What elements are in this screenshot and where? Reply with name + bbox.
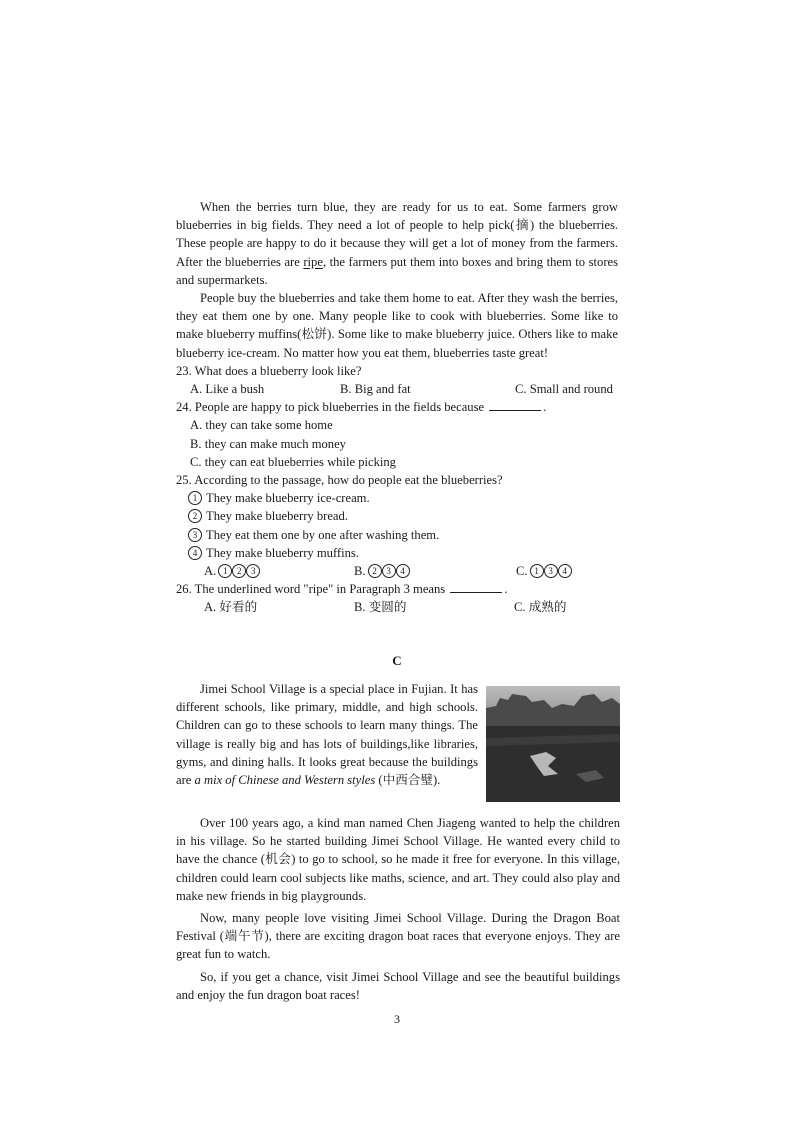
passage-b-paragraph-1 — [176, 198, 618, 289]
option-c[interactable]: C. they can eat blueberries while picking — [190, 454, 396, 469]
option-a[interactable]: A. 好看的 — [204, 600, 258, 615]
para1-text-b: , the farmers put them into boxes and bring them to stores and supermarkets. — [176, 254, 619, 287]
para1-text-b: (中西合璧). — [375, 773, 441, 788]
passage-c-paragraph-2: Over 100 years ago, a kind man named Chen Jiageng wanted to help the children in his village. So he started building Jimei School Village. He wanted every child to have the chance (机会) to go to school, so he made it free for everyone. In this village, children could learn cool subjects like maths, science, and art. They could also play and make new friends in big playgrounds. — [176, 816, 620, 903]
question-25-stem: 25. According to the passage, how do people eat the blueberries? — [176, 473, 503, 488]
circled-number-icon: 1 — [530, 564, 544, 578]
question-26-options — [176, 598, 618, 616]
answer-blank[interactable] — [489, 398, 541, 411]
option-b[interactable]: B. Big and fat — [340, 382, 411, 397]
question-24 — [176, 398, 618, 471]
question-26-stem — [176, 580, 618, 598]
passage-b — [176, 198, 618, 617]
option-a[interactable]: A. Like a bush — [190, 382, 265, 397]
village-photo — [486, 686, 620, 802]
question-26-stem-text: 26. The underlined word "ripe" in Paragraph 3 means — [176, 582, 446, 597]
passage-b-paragraph-2: People buy the blueberries and take them home to eat. After they wash the berries, they eat them one by one. Many people like to cook with blueberries. Some like to make blueberry muffins(松饼). Some like to make blueberry juice. Others like to make blueberry ice-cream. No matter how you eat them, blueberries taste great! — [176, 291, 618, 360]
numbered-item-2 — [176, 507, 618, 525]
circled-number-icon: 3 — [188, 528, 202, 542]
numbered-item-text: They make blueberry bread. — [206, 509, 348, 524]
question-25-options — [176, 562, 618, 580]
option-letter: B. — [354, 564, 366, 579]
question-23-options — [176, 380, 618, 398]
question-23 — [176, 362, 618, 398]
section-title-c: C — [392, 653, 402, 668]
option-c[interactable]: C. 成熟的 — [514, 600, 567, 615]
question-26 — [176, 580, 618, 616]
numbered-item-text: They make blueberry muffins. — [206, 545, 359, 560]
numbered-item-4 — [176, 544, 618, 562]
circled-number-icon: 2 — [368, 564, 382, 578]
circled-number-icon: 2 — [188, 509, 202, 523]
question-24-stem-end: . — [543, 400, 547, 415]
circled-number-icon: 4 — [396, 564, 410, 578]
option-b[interactable] — [354, 562, 516, 580]
circled-number-icon: 2 — [232, 564, 246, 578]
numbered-item-3 — [176, 526, 618, 544]
photo-image-icon — [486, 686, 620, 802]
passage-c-paragraph-4: So, if you get a chance, visit Jimei School Village and see the beautiful buildings and enjoy the fun dragon boat races! — [176, 969, 620, 1002]
question-23-stem: 23. What does a blueberry look like? — [176, 363, 362, 378]
numbered-item-text: They eat them one by one after washing them. — [206, 527, 440, 542]
option-a[interactable] — [204, 562, 354, 580]
numbered-item-1 — [176, 489, 618, 507]
option-b[interactable]: B. 变圆的 — [354, 600, 407, 615]
answer-blank[interactable] — [450, 580, 502, 593]
option-c[interactable] — [516, 562, 618, 580]
option-c[interactable]: C. Small and round — [515, 382, 613, 397]
circled-number-icon: 3 — [246, 564, 260, 578]
circled-number-icon: 1 — [218, 564, 232, 578]
circled-number-icon: 4 — [558, 564, 572, 578]
italic-phrase: a mix of Chinese and Western styles — [194, 773, 376, 788]
circled-number-icon: 4 — [188, 546, 202, 560]
question-25 — [176, 471, 618, 580]
passage-c-paragraph-3: Now, many people love visiting Jimei School Village. During the Dragon Boat Festival (端午节), there are exciting dragon boat races that everyone enjoys. They are great fun to watch. — [176, 911, 620, 962]
option-letter: C. — [516, 564, 528, 579]
question-24-stem — [176, 398, 618, 416]
passage-c — [176, 680, 620, 1004]
option-b[interactable]: B. they can make much money — [190, 436, 346, 451]
page-number: 3 — [394, 1012, 400, 1026]
circled-number-icon: 3 — [544, 564, 558, 578]
option-letter: A. — [204, 564, 217, 579]
question-26-stem-end: . — [504, 582, 508, 597]
option-a[interactable]: A. they can take some home — [190, 418, 333, 433]
para1-text-a: Jimei School Village is a special place in Fujian. It has different schools, like primary, middle, and high schools. Children can go to these schools to learn many things. The village is really big and has lots of buildings,like libraries, gyms, and dining halls. It looks great because the buildings are — [176, 682, 478, 788]
question-24-stem-text: 24. People are happy to pick blueberries in the fields because — [176, 400, 485, 415]
circled-number-icon: 3 — [382, 564, 396, 578]
underlined-word-ripe: ripe — [303, 254, 323, 269]
para1-text-a: When the berries turn blue, they are ready for us to eat. Some farmers grow blueberries in big fields. They need a lot of people to help pick(摘) the blueberries. These people are happy to do it because they will get a lot of money from the farmers. After the blueberries are — [176, 200, 618, 269]
circled-number-icon: 1 — [188, 491, 202, 505]
numbered-item-text: They make blueberry ice-cream. — [206, 491, 370, 506]
